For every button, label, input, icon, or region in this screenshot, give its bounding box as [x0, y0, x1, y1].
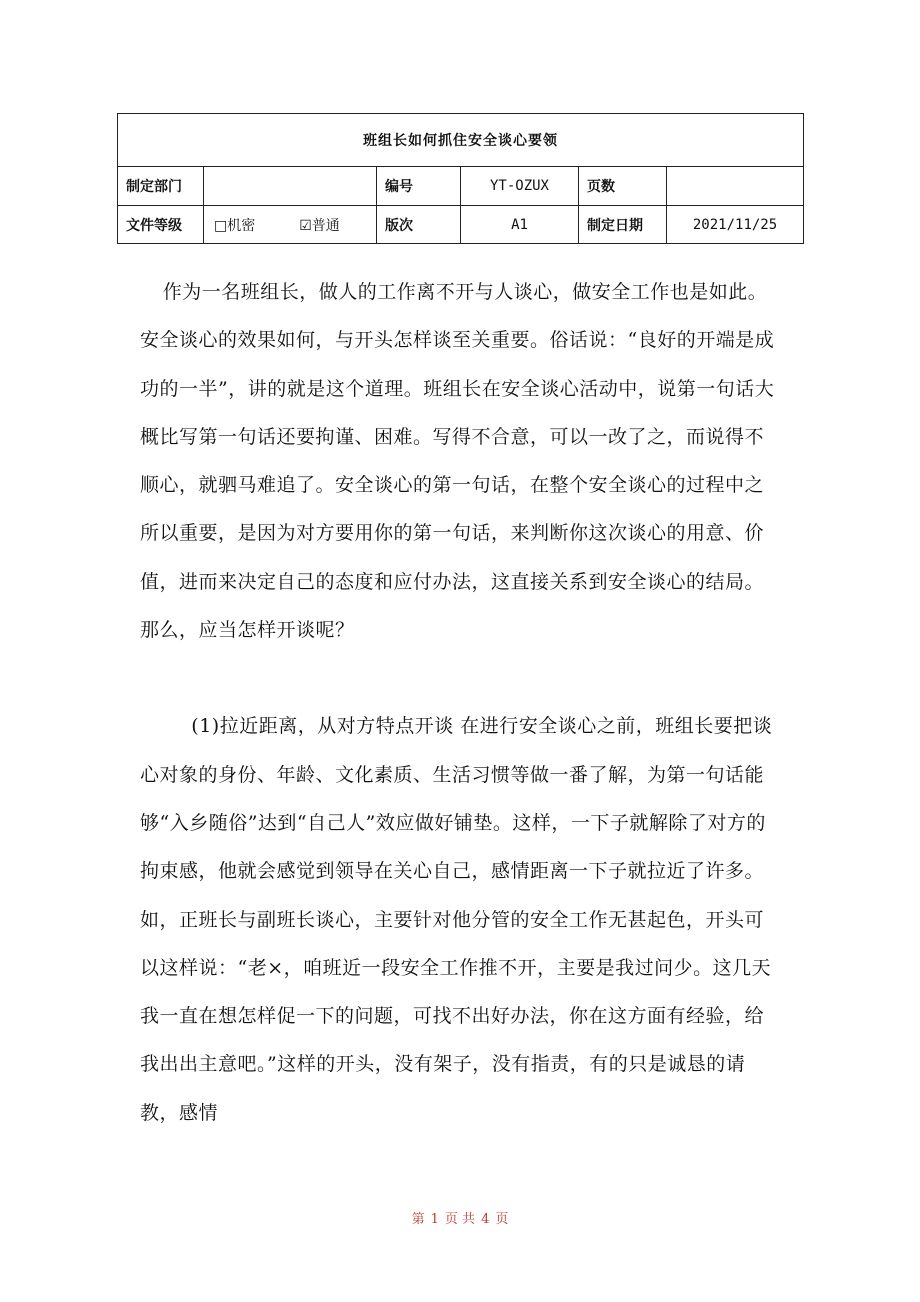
document-header-table [117, 113, 804, 244]
dept-label: 制定部门 [118, 167, 204, 206]
document-title: 班组长如何抓住安全谈心要领 [118, 114, 804, 167]
level-option-normal: ☑普通 [299, 217, 340, 234]
level-options [204, 206, 377, 244]
document-body [140, 268, 782, 1137]
footer-middle: 页 共 [444, 1212, 476, 1227]
paragraph: (1)拉近距离，从对方特点开谈 在进行安全谈心之前，班组长要把谈心对象的身份、年龄、文化素质、生活习惯等做一番了解，为第一句话能够“入乡随俗”达到“自己人”效应做好铺垫。这样，一下子就解除了对方的拘束感，他就会感觉到领导在关心自己，感情距离一下子就拉近了许多。如，正班长与副班长谈心，主要针对他分管的安全工作无甚起色，开头可以这样说：“老×，咱班近一段安全工作推不开，主要是我过问少。这几天我一直在想怎样促一下的问题，可找不出好办法，你在这方面有经验，给我出出主意吧。”这样的开头，没有架子，没有指责，有的只是诚恳的请教，感情 [140, 715, 773, 1124]
paragraph: 作为一名班组长，做人的工作离不开与人谈心，做安全工作也是如此。安全谈心的效果如何，与开头怎样谈至关重要。俗话说：“良好的开端是成功的一半”，讲的就是这个道理。班组长在安全谈心活动中，说第一句话大概比写第一句话还要拘谨、困难。写得不合意，可以一改了之，而说得不顺心，就驷马难追了。安全谈心的第一句话，在整个安全谈心的过程中之所以重要，是因为对方要用你的第一句话，来判断你这次谈心的用意、价值，进而来决定自己的态度和应付办法，这直接关系到安全谈心的结局。那么，应当怎样开谈呢？ [140, 281, 775, 642]
pages-value [667, 167, 804, 206]
footer-current-page: 1 [430, 1212, 439, 1227]
pages-label: 页数 [579, 167, 667, 206]
page-footer [0, 1208, 920, 1227]
version-value: A1 [461, 206, 579, 244]
date-value: 2021/11/25 [667, 206, 804, 244]
level-option-secret: □机密 [214, 217, 256, 234]
date-label: 制定日期 [579, 206, 667, 244]
code-label: 编号 [377, 167, 461, 206]
level-label: 文件等级 [118, 206, 204, 244]
version-label: 版次 [377, 206, 461, 244]
footer-prefix: 第 [411, 1212, 425, 1227]
footer-total-pages: 4 [481, 1212, 490, 1227]
code-value: YT-OZUX [461, 167, 579, 206]
footer-suffix: 页 [495, 1212, 509, 1227]
dept-value [204, 167, 377, 206]
